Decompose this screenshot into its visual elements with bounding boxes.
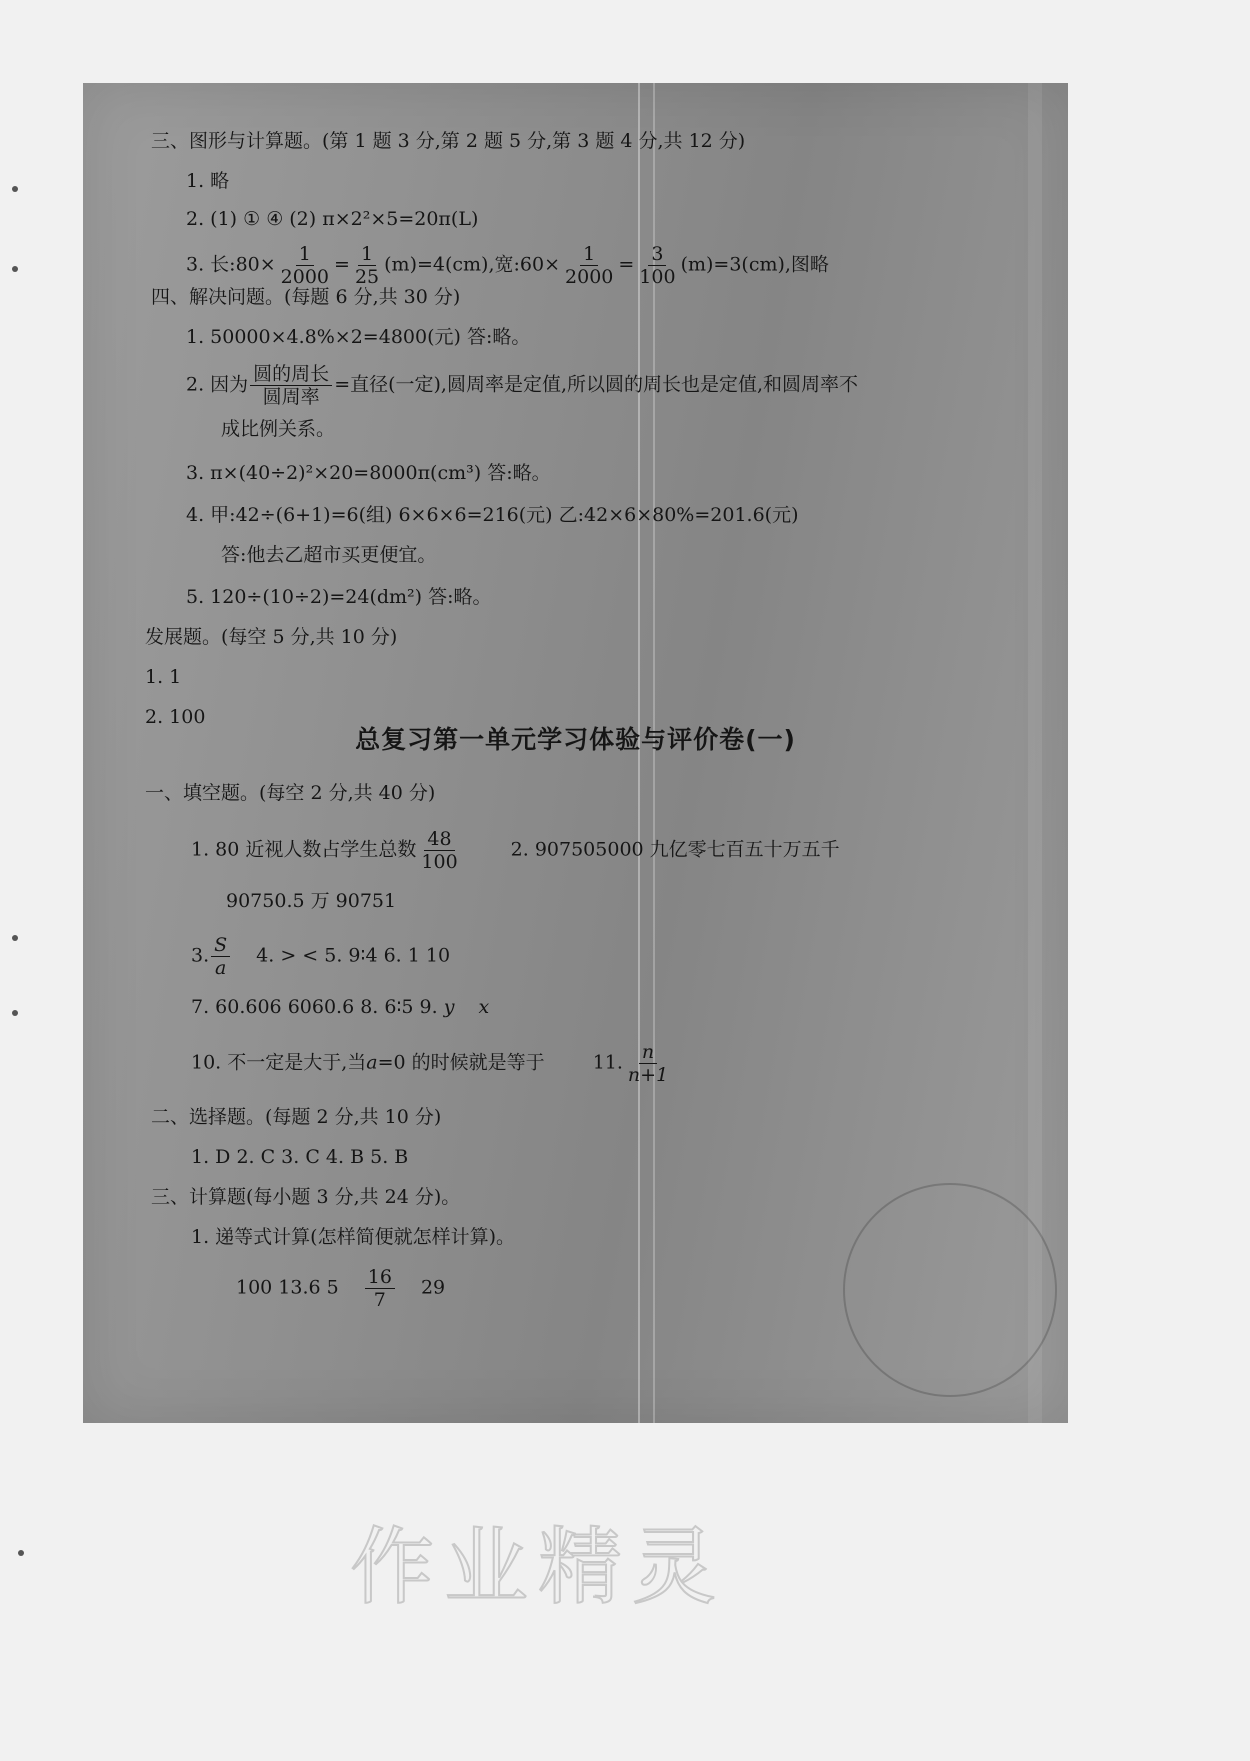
binding-mark (12, 186, 18, 192)
text: 29 (420, 1276, 446, 1299)
answer-line: 1. D 2. C 3. C 4. B 5. B (191, 1146, 409, 1168)
fraction (625, 1041, 671, 1086)
text: 11. (592, 1051, 623, 1074)
answer-line (191, 1041, 673, 1086)
binding-mark (12, 935, 18, 941)
variable: y (443, 996, 455, 1018)
answer-line: 成比例关系。 (221, 418, 336, 440)
answer-line (186, 243, 829, 288)
denominator: 100 (421, 851, 458, 873)
fraction (636, 243, 678, 288)
section-heading: 二、选择题。(每题 2 分,共 10 分) (151, 1106, 442, 1128)
numerator: 48 (424, 828, 454, 851)
fraction (278, 243, 332, 288)
text: (m)=3(cm),图略 (680, 253, 829, 276)
answer-line: 1. 1 (145, 666, 182, 688)
denominator: 2000 (565, 266, 614, 288)
answer-line: 90750.5 万 90751 (226, 890, 397, 912)
numerator: 圆的周长 (250, 363, 332, 386)
fraction (418, 828, 460, 873)
denominator: a (214, 957, 227, 979)
answer-line: 2. 100 (145, 706, 206, 728)
answer-line (236, 1266, 445, 1311)
answer-line: 5. 120÷(10÷2)=24(dm²) 答:略。 (186, 586, 492, 608)
denominator: 100 (639, 266, 676, 288)
numerator: 1 (296, 243, 314, 266)
numerator: n (639, 1041, 657, 1064)
answer-line: 1. 递等式计算(怎样简便就怎样计算)。 (191, 1226, 515, 1248)
text: 4. > < 5. 9∶4 6. 1 10 (256, 944, 451, 967)
denominator: 圆周率 (262, 386, 320, 408)
variable: x (478, 996, 490, 1018)
answer-line: 1. 50000×4.8%×2=4800(元) 答:略。 (186, 326, 531, 348)
answer-line: 答:他去乙超市买更便宜。 (221, 544, 437, 566)
scanned-page (83, 83, 1068, 1423)
text: 10. 不一定是大于,当 (191, 1051, 367, 1074)
section-heading: 发展题。(每空 5 分,共 10 分) (145, 626, 398, 648)
text: =0 的时候就是等于 (377, 1051, 545, 1074)
text: 100 13.6 5 (236, 1276, 339, 1299)
answer-line: 3. π×(40÷2)²×20=8000π(cm³) 答:略。 (186, 462, 551, 484)
fraction (352, 243, 382, 288)
text: 1. 80 近视人数占学生总数 (191, 838, 417, 861)
section-heading: 三、计算题(每小题 3 分,共 24 分)。 (151, 1186, 461, 1208)
text: = (334, 253, 350, 276)
text: 7. 60.606 6060.6 8. 6∶5 9. (191, 996, 438, 1018)
text: =直径(一定),圆周率是定值,所以圆的周长也是定值,和圆周率不 (334, 373, 859, 396)
binding-mark (12, 266, 18, 272)
watermark: 作业精灵 (350, 1518, 727, 1616)
fraction (250, 363, 332, 408)
answer-line: 4. 甲:42÷(6+1)=6(组) 6×6×6=216(元) 乙:42×6×80%=201.6(元) (186, 504, 799, 526)
fraction (365, 1266, 395, 1311)
fraction (211, 934, 230, 979)
numerator: 1 (358, 243, 376, 266)
text: = (618, 253, 635, 276)
text: 3. 长:80× (186, 253, 276, 276)
numerator: 1 (580, 243, 598, 266)
numerator: 16 (365, 1266, 395, 1289)
variable: a (366, 1051, 378, 1074)
section-heading: 三、图形与计算题。(第 1 题 3 分,第 2 题 5 分,第 3 题 4 分,共 12 分) (151, 130, 746, 152)
stamp-circle (843, 1183, 1057, 1397)
section-heading: 四、解决问题。(每题 6 分,共 30 分) (151, 286, 461, 308)
numerator: S (211, 934, 230, 957)
text: 2. 907505000 九亿零七百五十万五千 (510, 838, 840, 861)
answer-line: 1. 略 (186, 170, 230, 192)
binding-mark (12, 1010, 18, 1016)
denominator: 25 (354, 266, 380, 288)
denominator: 7 (373, 1289, 386, 1311)
text: 2. 因为 (186, 373, 249, 396)
answer-line: 2. (1) ① ④ (2) π×2²×5=20π(L) (186, 208, 479, 230)
answer-line (191, 993, 489, 1021)
answer-line (191, 828, 840, 873)
page-title: 总复习第一单元学习体验与评价卷(一) (355, 725, 796, 754)
binding-mark (18, 1550, 24, 1556)
answer-line (186, 363, 858, 408)
denominator: n+1 (627, 1064, 669, 1086)
answer-line (191, 934, 450, 979)
text: 3. (191, 944, 210, 967)
denominator: 2000 (280, 266, 330, 288)
fraction (562, 243, 616, 288)
section-heading: 一、填空题。(每空 2 分,共 40 分) (145, 782, 436, 804)
numerator: 3 (648, 243, 666, 266)
text: (m)=4(cm),宽:60× (384, 253, 561, 276)
